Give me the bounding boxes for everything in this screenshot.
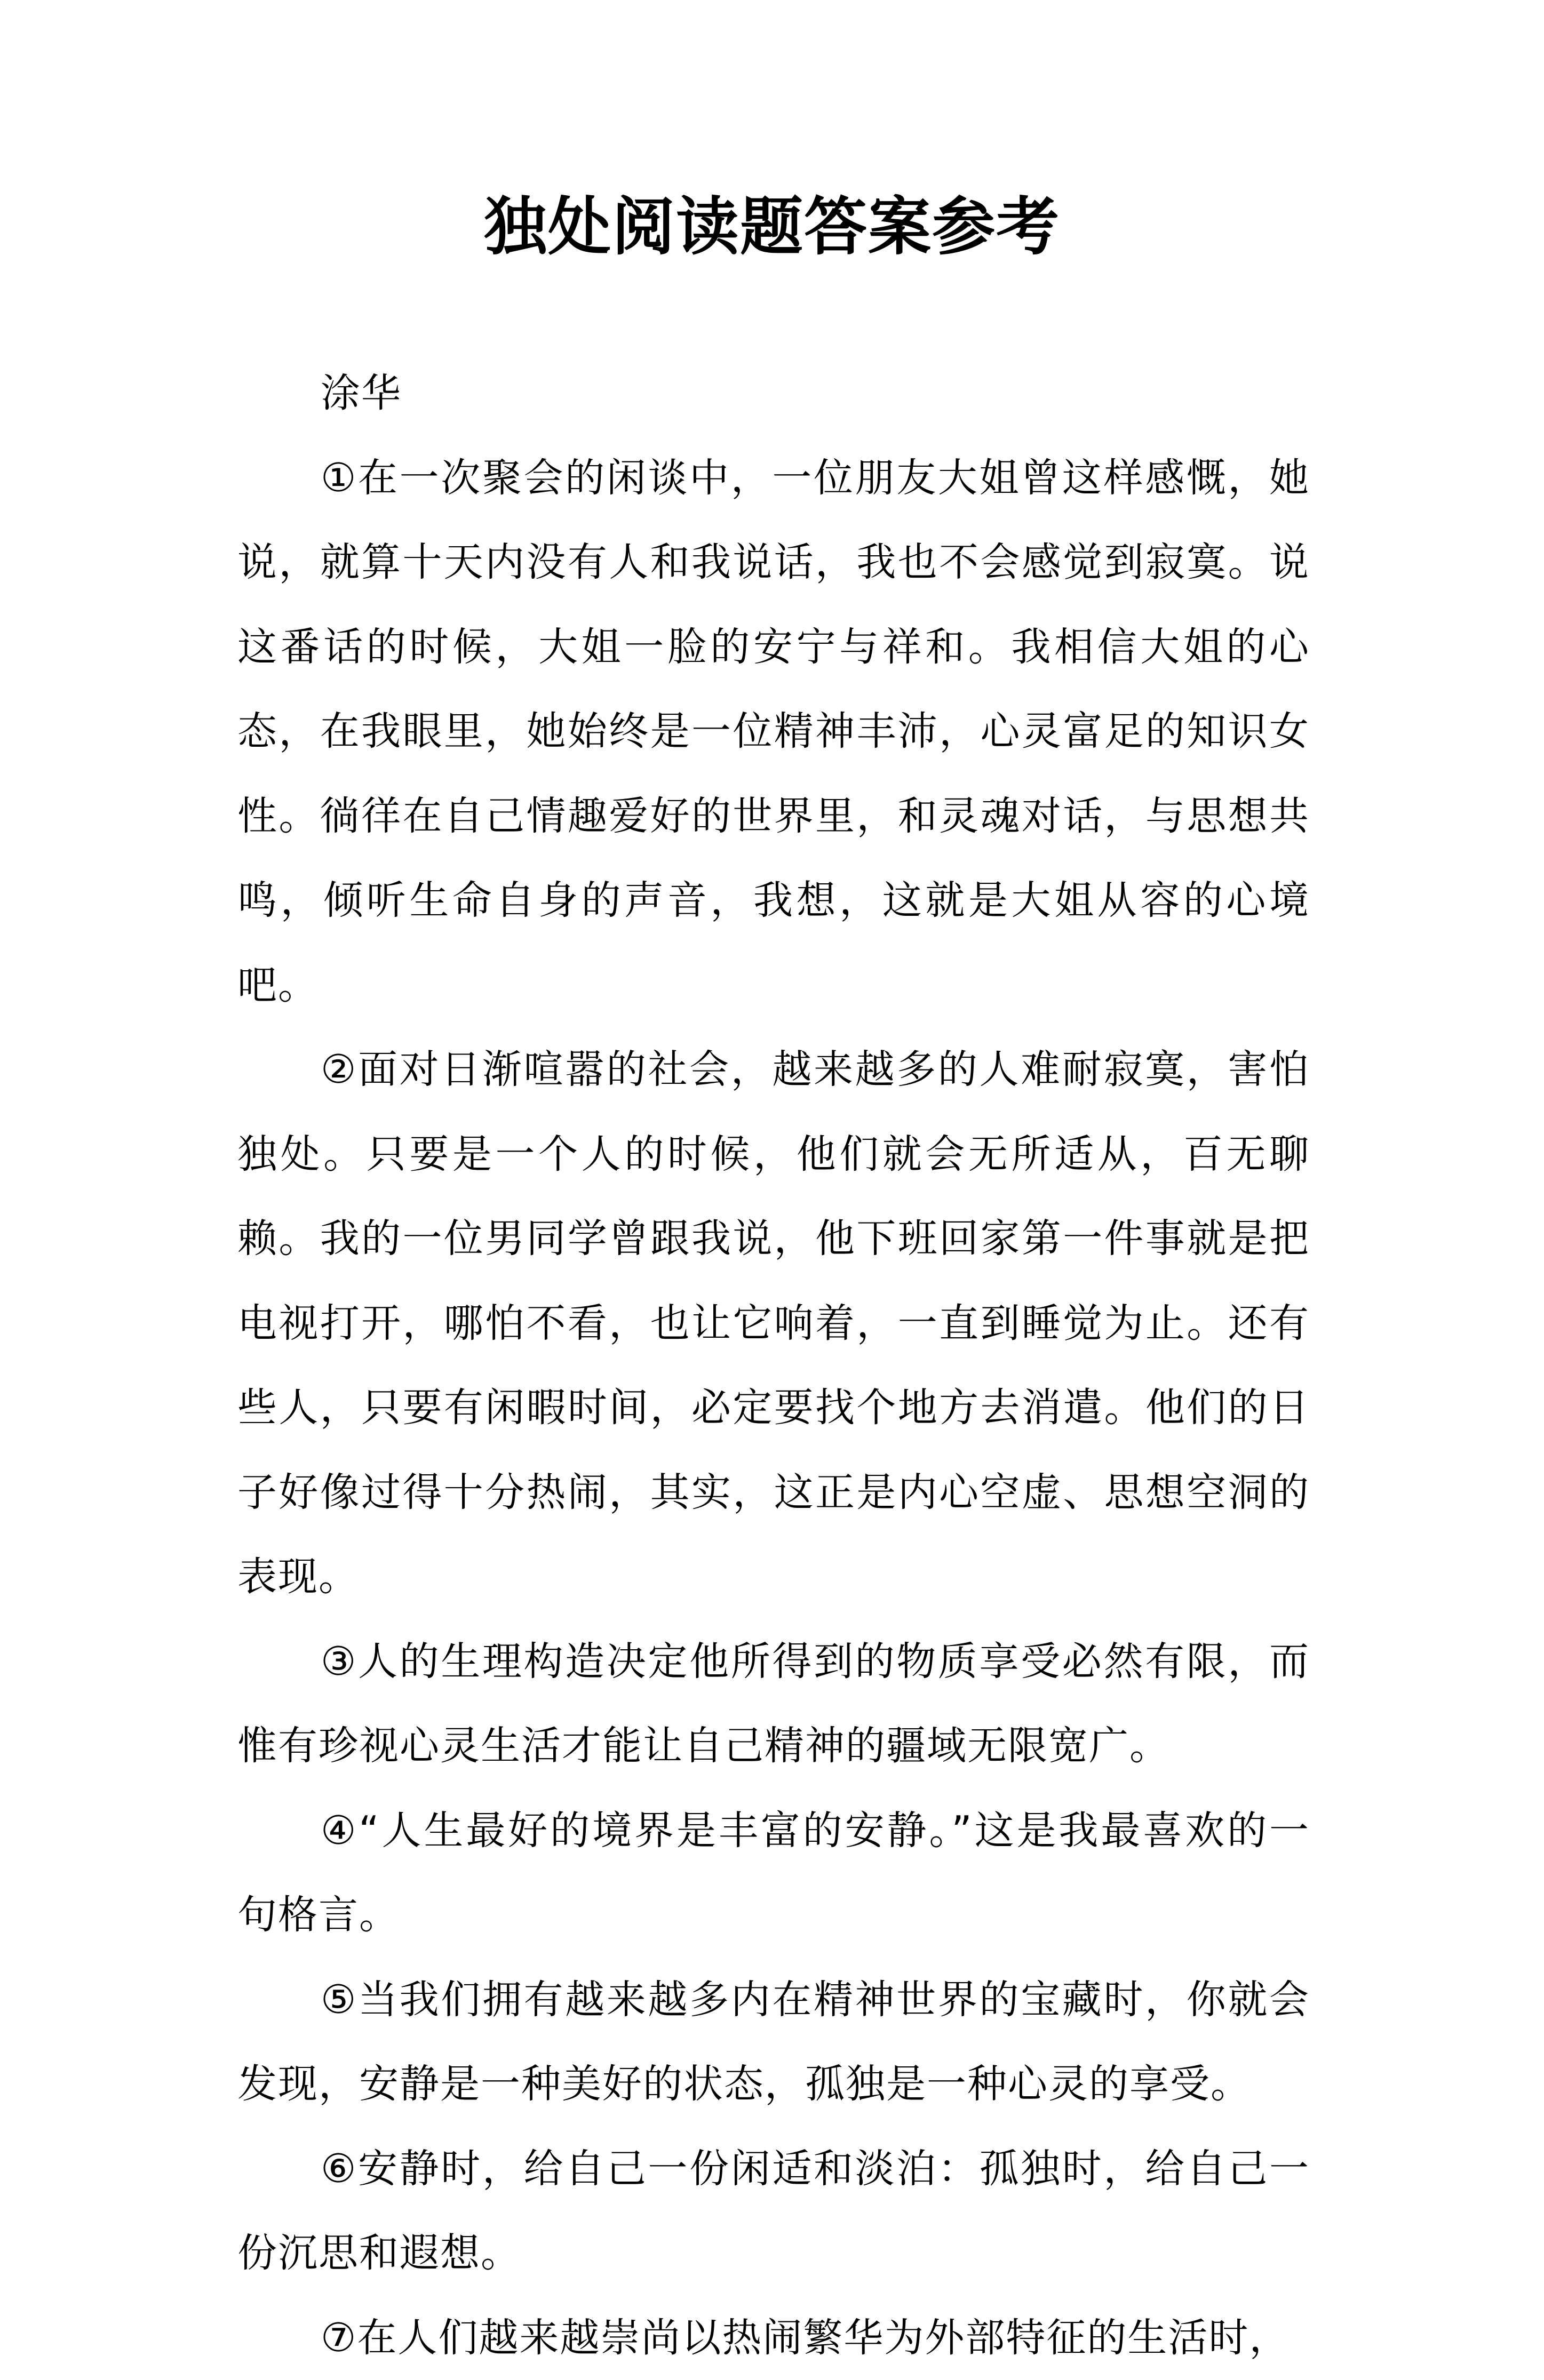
paragraph-7: ⑦在人们越来越崇尚以热闹繁华为外部特征的生活时， [237, 2296, 1310, 2380]
author-line: 涂华 [237, 351, 1310, 436]
document-body [237, 351, 1310, 2380]
paragraph-2: ②面对日渐喧嚣的社会，越来越多的人难耐寂寞，害怕独处。只要是一个人的时候，他们就会无所适从，百无聊赖。我的一位男同学曾跟我说，他下班回家第一件事就是把电视打开，哪怕不看，也让它响着，一直到睡觉为止。还有些人，只要有闲暇时间，必定要找个地方去消遣。他们的日子好像过得十分热闹，其实，这正是内心空虚、思想空洞的表现。 [237, 1027, 1310, 1619]
paragraph-3: ③人的生理构造决定他所得到的物质享受必然有限，而惟有珍视心灵生活才能让自己精神的疆域无限宽广。 [237, 1619, 1310, 1788]
paragraph-4: ④“人生最好的境界是丰富的安静。”这是我最喜欢的一句格言。 [237, 1788, 1310, 1958]
document-title: 独处阅读题答案参考 [0, 184, 1544, 269]
paragraph-1: ①在一次聚会的闲谈中，一位朋友大姐曾这样感慨，她说，就算十天内没有人和我说话，我也不会感觉到寂寞。说这番话的时候，大姐一脸的安宁与祥和。我相信大姐的心态，在我眼里，她始终是一位精神丰沛，心灵富足的知识女性。徜徉在自己情趣爱好的世界里，和灵魂对话，与思想共鸣，倾听生命自身的声音，我想，这就是大姐从容的心境吧。 [237, 436, 1310, 1028]
paragraph-6: ⑥安静时，给自己一份闲适和淡泊：孤独时，给自己一份沉思和遐想。 [237, 2127, 1310, 2296]
paragraph-5: ⑤当我们拥有越来越多内在精神世界的宝藏时，你就会发现，安静是一种美好的状态，孤独是一种心灵的享受。 [237, 1958, 1310, 2127]
